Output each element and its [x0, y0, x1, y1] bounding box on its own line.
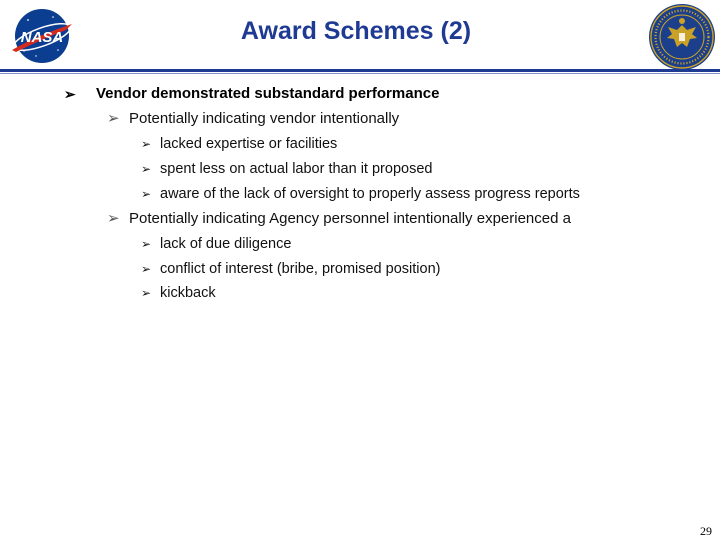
seal-logo [648, 3, 716, 71]
bullet-arrow-icon: ➢ [141, 262, 152, 276]
slide-title: Award Schemes (2) [240, 17, 472, 45]
list-item [141, 285, 216, 301]
bullet-arrow-icon: ➢ [141, 286, 152, 300]
list-item-text: conflict of interest (bribe, promised position) [160, 261, 441, 277]
list-item-text: kickback [160, 285, 216, 301]
title-divider [0, 69, 720, 72]
bullet-arrow-icon: ➢ [107, 210, 120, 227]
sub-bullet-vendor [107, 110, 399, 127]
list-item [141, 161, 432, 177]
bullet-arrow-icon: ➢ [141, 137, 152, 151]
bullet-arrow-icon: ➢ [64, 85, 76, 102]
sub-bullet-text: Potentially indicating Agency personnel intentionally experienced a [129, 210, 571, 227]
list-item-text: lacked expertise or facilities [160, 136, 338, 152]
list-item-text: aware of the lack of oversight to properly assess progress reports [160, 186, 580, 202]
nasa-logo [6, 6, 78, 66]
bullet-arrow-icon: ➢ [141, 162, 152, 176]
sub-bullet-agency [107, 210, 571, 227]
page-number: 29 [700, 524, 712, 538]
list-item [141, 136, 337, 152]
svg-text:NASA: NASA [20, 29, 64, 46]
bullet-arrow-icon: ➢ [141, 187, 152, 201]
title-divider-thin [0, 73, 720, 74]
bullet-arrow-icon: ➢ [107, 110, 120, 127]
list-item [141, 261, 440, 277]
sub-bullet-text: Potentially indicating vendor intentionally [129, 110, 400, 127]
bullet-main [64, 85, 439, 102]
bullet-main-text: Vendor demonstrated substandard performance [96, 85, 440, 102]
list-item-text: spent less on actual labor than it proposed [160, 161, 433, 177]
bullet-arrow-icon: ➢ [141, 237, 152, 251]
list-item [141, 236, 291, 252]
list-item-text: lack of due diligence [160, 236, 292, 252]
list-item [141, 186, 580, 202]
